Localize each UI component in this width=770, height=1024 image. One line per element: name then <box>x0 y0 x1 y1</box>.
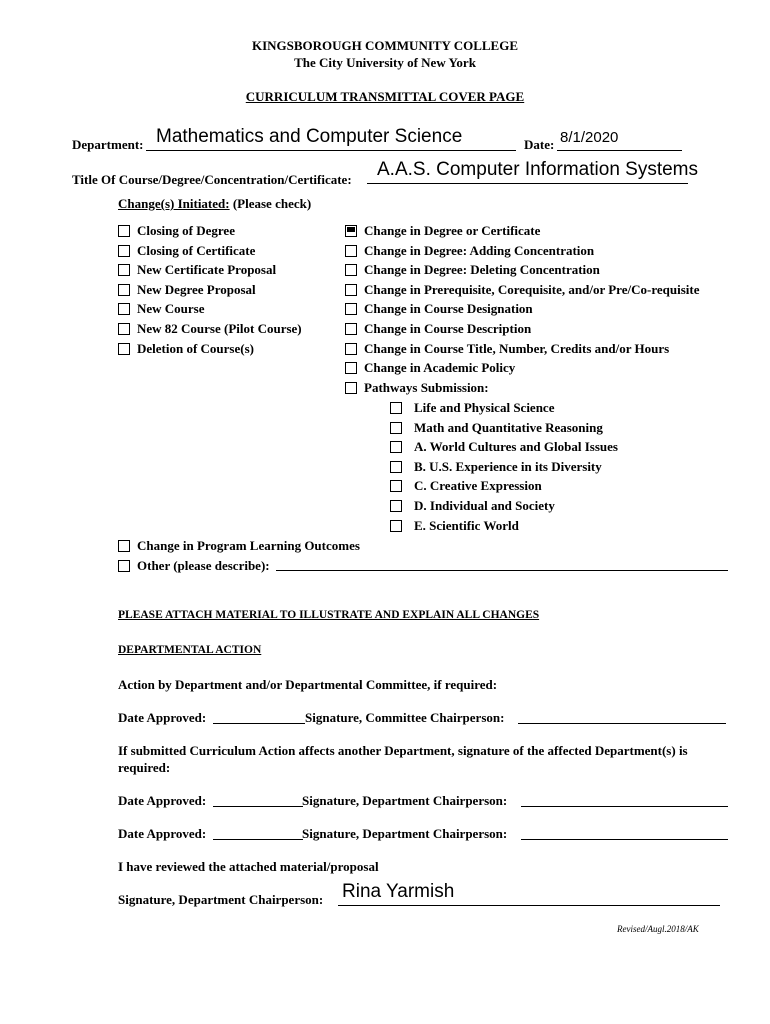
left-option-label-6: Deletion of Course(s) <box>137 340 254 356</box>
left-option-checkbox-3[interactable] <box>118 284 130 296</box>
left-option-label-0: Closing of Degree <box>137 223 235 238</box>
bottom-option-checkbox-1[interactable] <box>118 560 130 572</box>
left-option-checkbox-1[interactable] <box>118 245 130 257</box>
pathway-option-label-0: Life and Physical Science <box>414 400 555 415</box>
reviewed-text: I have reviewed the attached material/proposal <box>118 859 379 874</box>
department-field[interactable]: Mathematics and Computer Science <box>156 126 463 147</box>
pathway-option-checkbox-1[interactable] <box>390 422 402 434</box>
left-option-checkbox-5[interactable] <box>118 323 130 335</box>
right-option-checkbox-4[interactable] <box>345 303 357 315</box>
departmental-heading: DEPARTMENTAL ACTION <box>118 644 262 656</box>
pathway-option-label-5: D. Individual and Society <box>414 498 555 513</box>
right-option-label-2: Change in Degree: Deleting Concentration <box>364 262 600 278</box>
pathway-option-label-6: E. Scientific World <box>414 517 519 533</box>
date-approved-label-3: Date Approved: <box>118 826 207 841</box>
bottom-option-label-1: Other (please describe): <box>137 557 270 573</box>
pathway-option-checkbox-6[interactable] <box>390 520 402 532</box>
title-field[interactable]: A.A.S. Computer Information Systems <box>377 159 699 180</box>
left-option-label-5: New 82 Course (Pilot Course) <box>137 321 302 336</box>
left-option-checkbox-2[interactable] <box>118 264 130 276</box>
left-option-checkbox-0[interactable] <box>118 225 130 237</box>
right-option-label-7: Change in Academic Policy <box>364 360 516 376</box>
department-label: Department: <box>72 137 144 152</box>
date-approved-field-2[interactable] <box>213 806 303 807</box>
pathway-option-label-2: A. World Cultures and Global Issues <box>414 439 618 455</box>
committee-signature-field[interactable] <box>518 723 726 724</box>
pathway-option-label-1: Math and Quantitative Reasoning <box>414 419 603 435</box>
right-option-checkbox-5[interactable] <box>345 323 357 335</box>
left-option-label-3: New Degree Proposal <box>137 281 256 297</box>
pathway-option-checkbox-5[interactable] <box>390 500 402 512</box>
pathway-option-checkbox-4[interactable] <box>390 480 402 492</box>
right-option-checkbox-0[interactable] <box>345 225 357 237</box>
department-underline <box>146 150 516 151</box>
university-name: The City University of New York <box>294 55 476 70</box>
right-option-checkbox-7[interactable] <box>345 362 357 374</box>
right-option-checkbox-6[interactable] <box>345 343 357 355</box>
affected-text-line1: If submitted Curriculum Action affects another Department, signature of the affected Department(s) is <box>118 743 688 758</box>
left-option-checkbox-6[interactable] <box>118 343 130 355</box>
left-option-label-2: New Certificate Proposal <box>137 262 277 278</box>
attach-notice: PLEASE ATTACH MATERIAL TO ILLUSTRATE AND EXPLAIN ALL CHANGES <box>118 609 540 621</box>
dept-signature-label-1: Signature, Department Chairperson: <box>302 793 508 808</box>
date-underline <box>557 150 682 151</box>
other-describe-underline <box>276 570 728 571</box>
title-underline <box>367 183 688 184</box>
left-option-label-1: Closing of Certificate <box>137 242 256 258</box>
date-approved-field-1[interactable] <box>213 723 305 724</box>
right-option-label-5: Change in Course Description <box>364 321 532 336</box>
revision-note: Revised/Augl.2018/AK <box>617 924 699 934</box>
date-label: Date: <box>524 137 555 152</box>
form-title: CURRICULUM TRANSMITTAL COVER PAGE <box>245 89 525 104</box>
right-option-label-4: Change in Course Designation <box>364 301 533 317</box>
affected-text-line2: required: <box>118 760 171 775</box>
right-option-checkbox-2[interactable] <box>345 264 357 276</box>
date-approved-label-2: Date Approved: <box>118 793 207 808</box>
right-option-label-8: Pathways Submission: <box>364 379 489 395</box>
pathway-option-label-4: C. Creative Expression <box>414 478 542 494</box>
dept-signature-field-2[interactable] <box>521 839 728 840</box>
right-option-label-0: Change in Degree or Certificate <box>364 223 541 238</box>
right-option-label-6: Change in Course Title, Number, Credits and/or Hours <box>364 340 670 356</box>
left-option-checkbox-4[interactable] <box>118 303 130 315</box>
date-field[interactable]: 8/1/2020 <box>560 129 619 146</box>
right-option-label-3: Change in Prerequisite, Corequisite, and/or Pre/Co-requisite <box>364 281 700 297</box>
college-name: KINGSBOROUGH COMMUNITY COLLEGE <box>251 38 519 53</box>
pathway-option-checkbox-0[interactable] <box>390 402 402 414</box>
final-signature-label: Signature, Department Chairperson: <box>118 892 324 907</box>
date-approved-field-3[interactable] <box>213 839 303 840</box>
pathway-option-checkbox-2[interactable] <box>390 441 402 453</box>
right-option-checkbox-8[interactable] <box>345 382 357 394</box>
pathway-option-checkbox-3[interactable] <box>390 461 402 473</box>
bottom-option-checkbox-0[interactable] <box>118 540 130 552</box>
date-approved-label-1: Date Approved: <box>118 710 207 725</box>
right-option-checkbox-3[interactable] <box>345 284 357 296</box>
bottom-option-label-0: Change in Program Learning Outcomes <box>137 538 360 553</box>
dept-signature-label-2: Signature, Department Chairperson: <box>302 826 508 841</box>
action-text: Action by Department and/or Departmental Committee, if required: <box>118 677 498 692</box>
final-signature-field[interactable]: Rina Yarmish <box>342 881 455 902</box>
left-option-label-4: New Course <box>137 301 205 317</box>
final-signature-underline <box>338 905 720 906</box>
pathway-option-label-3: B. U.S. Experience in its Diversity <box>414 458 602 474</box>
title-label: Title Of Course/Degree/Concentration/Certificate: <box>72 172 352 187</box>
committee-signature-label: Signature, Committee Chairperson: <box>305 710 505 725</box>
right-option-checkbox-1[interactable] <box>345 245 357 257</box>
right-option-label-1: Change in Degree: Adding Concentration <box>364 242 595 258</box>
dept-signature-field-1[interactable] <box>521 806 728 807</box>
changes-heading: Change(s) Initiated: (Please check) <box>118 196 312 211</box>
